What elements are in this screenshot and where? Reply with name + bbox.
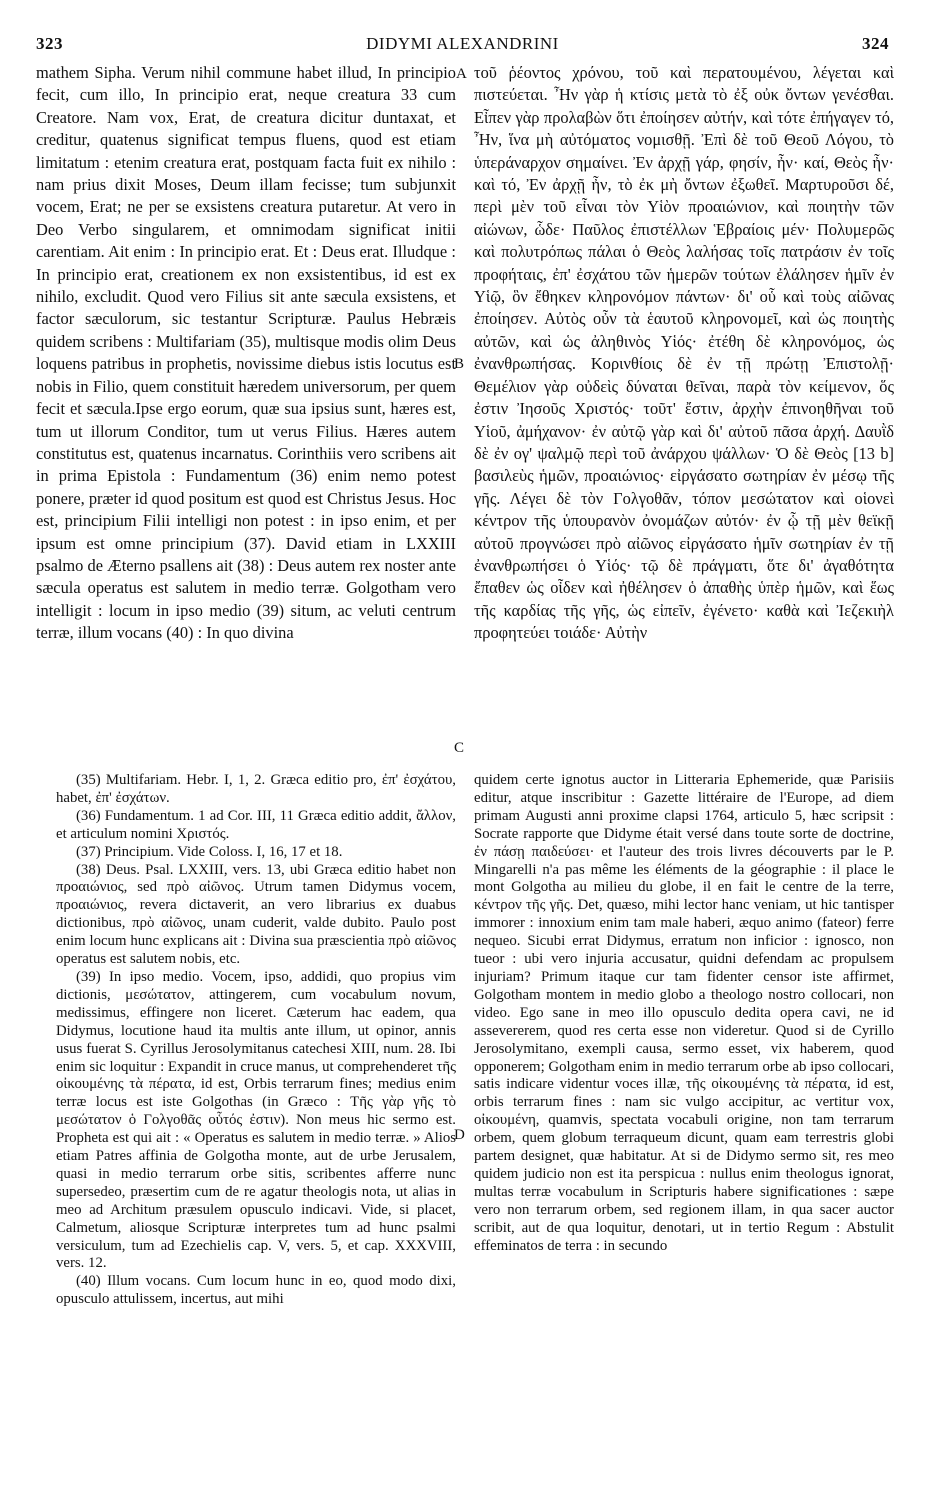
margin-marker-b: B xyxy=(454,356,465,372)
footnote: (35) Multifariam. Hebr. I, 1, 2. Græca editio pro, ἐπ' ἐσχάτου, habet, ἐπ' ἐσχάτων. xyxy=(56,772,456,806)
footnote: (38) Deus. Psal. LXXIII, vers. 13, ubi Græca editio habet non προαιώνιος, sed πρὸ αἰῶνος. Utrum tamen Didymus vocem, προαιώνιος, revera dictaverit, an vero librarius ex duabus dictionibus, πρὸ αἰῶνος, unam cuderit, valde dubito. Paulo post enim locum hunc explicans ait : Divina sua præscientia πρὸ αἰῶνος operatus est salutem nobis, etc. xyxy=(56,861,456,968)
footnote: (36) Fundamentum. 1 ad Cor. III, 11 Græca editio addit, ἄλλον, et articulum nomini Χριστός. xyxy=(56,807,456,842)
running-header xyxy=(36,34,889,58)
latin-main-column xyxy=(36,62,456,645)
margin-marker-c: C xyxy=(454,740,465,756)
page-number-left: 323 xyxy=(36,34,63,53)
latin-main-text: mathem Sipha. Verum nihil commune habet illud, In principio fecit, cum illo, In principio erat, neque creatura 33 cum Creatore. Nam vox, Erat, de creatura dicitur duntaxat, et creditur, quatenus significat tempus fluens, quod est etiam limitatum : etenim creatura erat, postquam facta fuit ex nihilo : nam prius dixit Moses, Deum illam fecisse; tum subjunxit vocem, Erat; ne per se exsistens creatura putaretur. At vero in Deo Verbo singularem, et omnimodam significat initii carentiam. Ait enim : In principio erat. Et : Deus erat. Illudque : In principio erat, creationem ex non exsistentibus, id est ex nihilo, excludit. Quod vero Filius sit ante sæcula exsistens, et factor sæculorum, sic testantur Scripturæ. Paulus Hebræis quidem scribens : Multifariam (35), multisque modis olim Deus loquens patribus in prophetis, novissime diebus istis locutus est nobis in Filio, quem constituit hæredem universorum, per quem fecit et sæcula.Ipse ergo eorum, quæ sua ipsius sunt, hæres est, tum ut illorum Conditor, tum ut verus Filius. Hæres autem constitutus est, quatenus incarnatus. Corinthiis vero scribens ait in prima Epistola : Fundamentum (36) enim nemo potest ponere, præter id quod positum est quod est Christus Jesus. Hoc est, principium Filii intelligi non potest : in ipso enim, et per ipsum est omne principium (37). David etiam in LXXIII psalmo de Æterno psallens ait (38) : Deus autem rex noster ante sæcula operatus est salutem in medio terræ. Golgotham vero intelligit : locum in ipso medio (39) situm, ac veluti centrum terræ, illum vocans (40) : In quo divina xyxy=(36,63,456,643)
margin-marker-a: A xyxy=(456,66,467,82)
greek-main-column xyxy=(474,62,894,645)
footnote: (39) In ipso medio. Vocem, ipso, addidi, quo propius vim dictionis, μεσώτατον, attingerem, cum vocabulum novum, medissimus, effingere non liceret. Cæterum hac eadem, qua Didymus, locutione haud ita multis ante illum, ut opinor, annis usus fuerat S. Cyrillus Jerosolymitanus catechesi XIII, num. 28. Ibi enim sic loquitur : Expandit in cruce manus, ut comprehenderet τῆς οἰκουμένης τὰ πέρατα, id est, Orbis terrarum fines; medius enim terræ locus est iste Golgothas (in Græco : Τῆς γὰρ γῆς τὸ μεσώτατον ὁ Γολγοθᾶς οὗτός ἐστιν). Non meus hic sermo est. Propheta est qui ait : « Operatus es salutem in medio terræ. » Alios etiam Patres affinia de Golgotha monte, aut de urbe Jerusalem, quasi in medio terrarum orbe sitis, scribentes afferre nunc supersedeo, præsertim cum de re agatur theologis nota, ut alias in meo ad Architum præsulem opusculo indicavi. Vide, si placet, Calmetum, aliosque Scripturæ interpretes tum ad hunc psalmi versiculum, tum ad Ezechielis cap. V, vers. 5, et cap. XXXVIII, vers. 12. xyxy=(56,968,456,1272)
footnotes-right-column xyxy=(474,772,894,1255)
greek-main-text: τοῦ ῥέοντος χρόνου, τοῦ καὶ περατουμένου, λέγεται καὶ πιστεύεται. Ἦν γὰρ ἡ κτίσις μετὰ τὸ ἐξ οὐκ ὄντων γενέσθαι. Εἶπεν γὰρ προλαβὼν ὅτι ἐποίησεν αὐτήν, καὶ τότε ἐπήγαγεν τό, Ἦν, ἵνα μὴ αὐτόματος νομισθῇ. Ἐπὶ δὲ τοῦ Θεοῦ Λόγου, τὸ ὑπεράναρχον σημαίνει. Ἐν ἀρχῇ γάρ, φησίν, ἦν· καί, Θεὸς ἦν· καὶ τό, Ἐν ἀρχῇ ἦν, τὸ ἐκ μὴ ὄντων ἐξωθεῖ. Μαρτυροῦσι δέ, περὶ μὲν τοῦ εἶναι τὸν Υἱὸν προαιώνιον, καὶ ποιητὴν τῶν αἰώνων, ὧδε· Παῦλος ἐπιστέλλων Ἑβραίοις μέν· Πολυμερῶς καὶ πολυτρόπως πάλαι ὁ Θεὸς λαλήσας τοῖς πατράσιν ἐν τοῖς προφήταις, ἐπ' ἐσχάτου τῶν ἡμερῶν τούτων ἐλάλησεν ἡμῖν ἐν Υἱῷ, ὃν ἔθηκεν κληρονόμον πάντων· δι' οὗ καὶ τοὺς αἰῶνας ἐποίησεν. Αὐτὸς οὖν τὰ ἑαυτοῦ κληρονομεῖ, καὶ ὡς ποιητὴς αὐτῶν, καὶ ὡς ἀληθινὸς Υἱός· ἐτέθη δὲ κληρονόμος, ὡς ἐνανθρωπήσας. Κορινθίοις δὲ ἐν τῇ πρώτῃ Ἐπιστολῇ· Θεμέλιον γὰρ οὐδεὶς δύναται θεῖναι, παρὰ τὸν κείμενον, ὅς ἐστιν Ἰησοῦς Χριστός· τοῦτ' ἔστιν, ἀρχὴν ἐπινοηθῆναι τοῦ Υἱοῦ, ἀμήχανον· ἐν αὐτῷ γὰρ καὶ δι' αὐτοῦ πᾶσα ἀρχή. Δαυῒδ δὲ ἐν ογ' ψαλμῷ περὶ τοῦ ἀνάρχου ψάλλων· Ὁ δὲ Θεὸς [13 b] βασιλεὺς ἡμῶν, προαιώνιος· εἰργάσατο σωτηρίαν ἐν μέσῳ τῆς γῆς. Λέγει δὲ τὸν Γολγοθᾶν, τόπον μεσώτατον καὶ οἱονεὶ κέντρον τῆς ὑπουρανὸν ὀνομάζων αὐτόν· ἐν ᾧ τῇ μὲν θεϊκῇ αὐτοῦ προγνώσει πρὸ αἰῶνος εἰργάσατο ἡμῖν σωτηρίαν ἐν τῇ ἐνανθρωπήσει ὁ Υἱός· τῷ δὲ πράγματι, ὅτε δι' ἀγαθότητα ἔπαθεν ὡς οἶδεν καὶ ἠθέλησεν ὁ ἀπαθὴς ὑπὲρ ἡμῶν, καὶ ἕως τῆς καρδίας τῆς γῆς, ὡς εἰπεῖν, ἐγένετο· καθὰ καὶ Ἰεζεκιὴλ προφητεύει τοιάδε· Αὐτὴν xyxy=(474,63,894,643)
footnote: (37) Principium. Vide Coloss. I, 16, 17 et 18. xyxy=(76,843,343,860)
page-number-right: 324 xyxy=(862,34,889,53)
running-title: DIDYMI ALEXANDRINI xyxy=(366,34,559,53)
margin-marker-d: D xyxy=(454,1127,465,1143)
footnote: (40) Illum vocans. Cum locum hunc in eo, quod modo dixi, opusculo attulissem, incertus, aut mihi xyxy=(56,1273,456,1308)
footnote-continuation: quidem certe ignotus auctor in Litteraria Ephemeride, quæ Parisiis editur, atque inscribitur : Gazette littéraire de l'Europe, ad diem primam Augusti anni proxime clapsi 1764, articulo 5, hæc scripsit : Socrate rapporte que Didyme était versé dans toute sorte de doctrine, ἐν πάσῃ παιδεύσει· et l'auteur des trois livres découverts par le P. Mingarelli n'a pas même les éléments de la géographie : il place le mont Golgotha au milieu du globe, il en fait le centre de la terre, κέντρον τῆς γῆς. Det, quæso, mihi lector hanc veniam, ut hic tantisper immorer : innoxium enim tam male haberi, æquo animo (fateor) ferre nequeo. Sicubi errat Didymus, erratum non inficior : ignosco, non tueor : ubi vero injuria accusatur, quidni defendam ac propulsem injuriam? Primum itaque cur tam fidenter censor iste affirmet, Golgotham montem in medio globo a theologo nostro collocari, non video. Ego sane in meo illo opusculo dedita opera cavi, ne id assevererem, quod res certa esse non videretur. Quod si de Cyrillo Jerosolymitano, exempli causa, sermo esset, vix haberem, quod opponerem; Golgotham enim in medio terrarum orbe ab ipso collocari, satis indicare videntur voces illæ, τῆς οἰκουμένης τὰ πέρατα, id est, orbis terrarum fines : nam sic vulgo accipitur, ac vertitur vox, οἰκουμένη, quamvis, spectata vocabuli origine, non tam terrarum orbem, quem globum terraqueum dicunt, quam eam terrestris globi partem designet, quæ habitatur. At si de Didymo sermo sit, res meo quidem judicio non est ita perspicua : nullus enim theologus ignorat, multas terræ vocabulum in Scripturis habere significationes : sæpe vero non terrarum orbem, sed regionem illam, in qua sacer auctor scribit, aut de qua loquitur, denotari, ut in tertio Regum : Abstulit effeminatos de terra : in secundo xyxy=(474,772,894,1254)
footnotes-left-column xyxy=(56,772,456,1309)
